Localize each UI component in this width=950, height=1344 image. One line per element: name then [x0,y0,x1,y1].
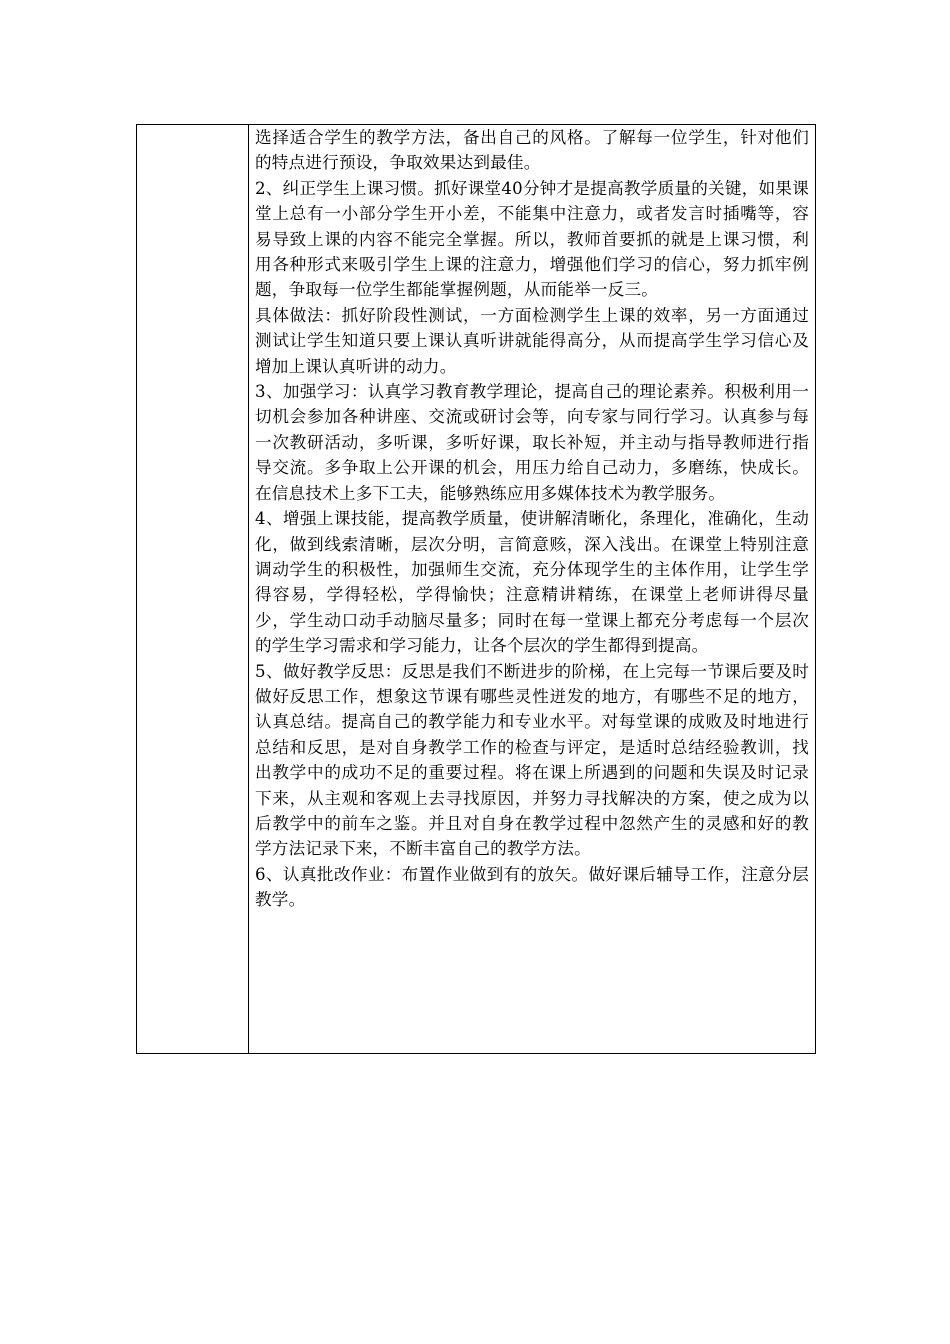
paragraph-2: 2、纠正学生上课习惯。抓好课堂40分钟才是提高教学质量的关键，如果课堂上总有一小部分学生开小差，不能集中注意力，或者发言时插嘴等，容易导致上课的内容不能完全掌握。所以，教师首要抓的就是上课习惯，利用各种形式来吸引学生上课的注意力，增强他们学习的信心，努力抓牢例题，争取每一位学生都能掌握例题，从而能举一反三。 [255,178,809,300]
left-label-cell [137,125,249,1054]
paragraph-7: 6、认真批改作业：布置作业做到有的放矢。做好课后辅导工作，注意分层教学。 [255,864,809,910]
paragraph-6: 5、做好教学反思：反思是我们不断进步的阶梯，在上完每一节课后要及时做好反思工作，想象这节课有哪些灵性迸发的地方，有哪些不足的地方，认真总结。提高自己的教学能力和专业水平。对每堂课的成败及时地进行总结和反思，是对自身教学工作的检查与评定，是适时总结经验教训，找出教学中的成功不足的重要过程。将在课上所遇到的问题和失误及时记录下来，从主观和客观上去寻找原因，并努力寻找解决的方案，使之成为以后教学中的前车之鉴。并且对自身在教学过程中忽然产生的灵感和好的教学方法记录下来，不断丰富自己的教学方法。 [255,661,809,859]
paragraph-4: 3、加强学习：认真学习教育教学理论，提高自己的理论素养。积极利用一切机会参加各种讲座、交流或研讨会等，向专家与同行学习。认真参与每一次教研活动，多听课，多听好课，取长补短，并主动与指导教师进行指导交流。多争取上公开课的机会，用压力给自己动力，多磨练，快成长。在信息技术上多下工夫，能够熟练应用多媒体技术为教学服务。 [255,382,809,503]
document-table [136,124,816,1054]
content-cell [249,125,816,1054]
table-row [137,125,816,1054]
paragraph-3: 具体做法：抓好阶段性测试，一方面检测学生上课的效率，另一方面通过测试让学生知道只要上课认真听讲就能得高分，从而提高学生学习信心及增加上课认真听讲的动力。 [255,305,809,376]
paragraph-5: 4、增强上课技能，提高教学质量，使讲解清晰化，条理化，准确化，生动化，做到线索清晰，层次分明，言简意赅，深入浅出。在课堂上特别注意调动学生的积极性，加强师生交流，充分体现学生的主体作用，让学生学得容易，学得轻松，学得愉快；注意精讲精练，在课堂上老师讲得尽量少，学生动口动手动脑尽量多；同时在每一堂课上都充分考虑每一个层次的学生学习需求和学习能力，让各个层次的学生都得到提高。 [255,509,809,656]
paragraph-1: 选择适合学生的教学方法，备出自己的风格。了解每一位学生，针对他们的特点进行预设，争取效果达到最佳。 [255,128,809,173]
